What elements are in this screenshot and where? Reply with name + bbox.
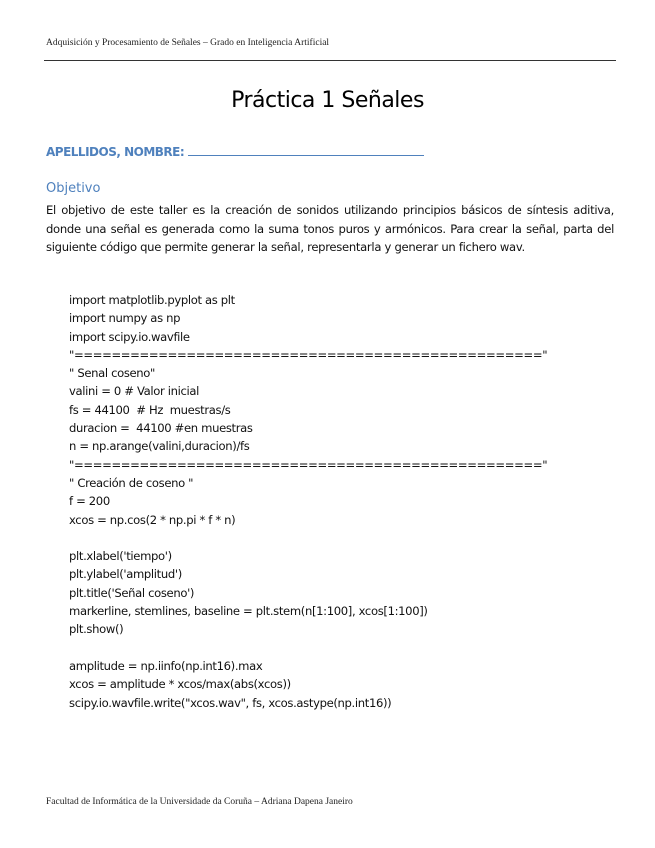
code-line: f = 200 [69,494,110,509]
code-line: " Creación de coseno " [69,475,194,490]
name-field-label: APELLIDOS, NOMBRE: [46,145,185,159]
code-line: amplitude = np.iinfo(np.int16).max [69,658,263,673]
name-field [46,144,424,159]
code-line: import scipy.io.wavfile [69,329,190,344]
code-line: valini = 0 # Valor inicial [69,384,200,399]
objective-paragraph: El objetivo de este taller es la creación de sonidos utilizando principios básicos de síntesis aditiva, donde una señal es generada como la suma tonos puros y armónicos. Para crear la señal, parta del siguiente código que permite generar la señal, representarla y generar un fichero wav. [46,203,614,255]
code-line [69,639,547,657]
code-line: xcos = amplitude * xcos/max(abs(xcos)) [69,677,291,692]
code-line: plt.ylabel('amplitud') [69,567,182,582]
code-line: import numpy as np [69,311,181,326]
document-title: Práctica 1 Señales [231,88,424,113]
code-listing [69,291,547,712]
code-line: plt.xlabel('tiempo') [69,549,172,564]
code-line: import matplotlib.pyplot as plt [69,293,235,307]
code-line: markerline, stemlines, baseline = plt.stem(n[1:100], xcos[1:100]) [69,604,428,619]
code-line: n = np.arange(valini,duracion)/fs [69,439,250,454]
header-divider [44,60,616,61]
code-line: xcos = np.cos(2 * np.pi * f * n) [69,512,236,527]
code-line: duracion = 44100 #en muestras [69,421,253,436]
code-line: " Senal coseno" [69,366,156,381]
page-footer: Facultad de Informática de la Universidade da Coruña – Adriana Dapena Janeiro [46,797,353,807]
code-line: plt.title('Señal coseno') [69,585,195,600]
page-header: Adquisición y Procesamiento de Señales – Grado en Inteligencia Artificial [46,38,330,48]
code-line: "==================================================" [69,347,548,362]
code-line [69,529,547,547]
code-line: scipy.io.wavfile.write("xcos.wav", fs, xcos.astype(np.int16)) [69,695,392,710]
name-field-blank-line [188,144,424,156]
code-line: fs = 44100 # Hz muestras/s [69,402,231,417]
code-line: "==================================================" [69,457,548,472]
section-heading-objetivo: Objetivo [46,181,101,196]
code-line: plt.show() [69,622,124,637]
